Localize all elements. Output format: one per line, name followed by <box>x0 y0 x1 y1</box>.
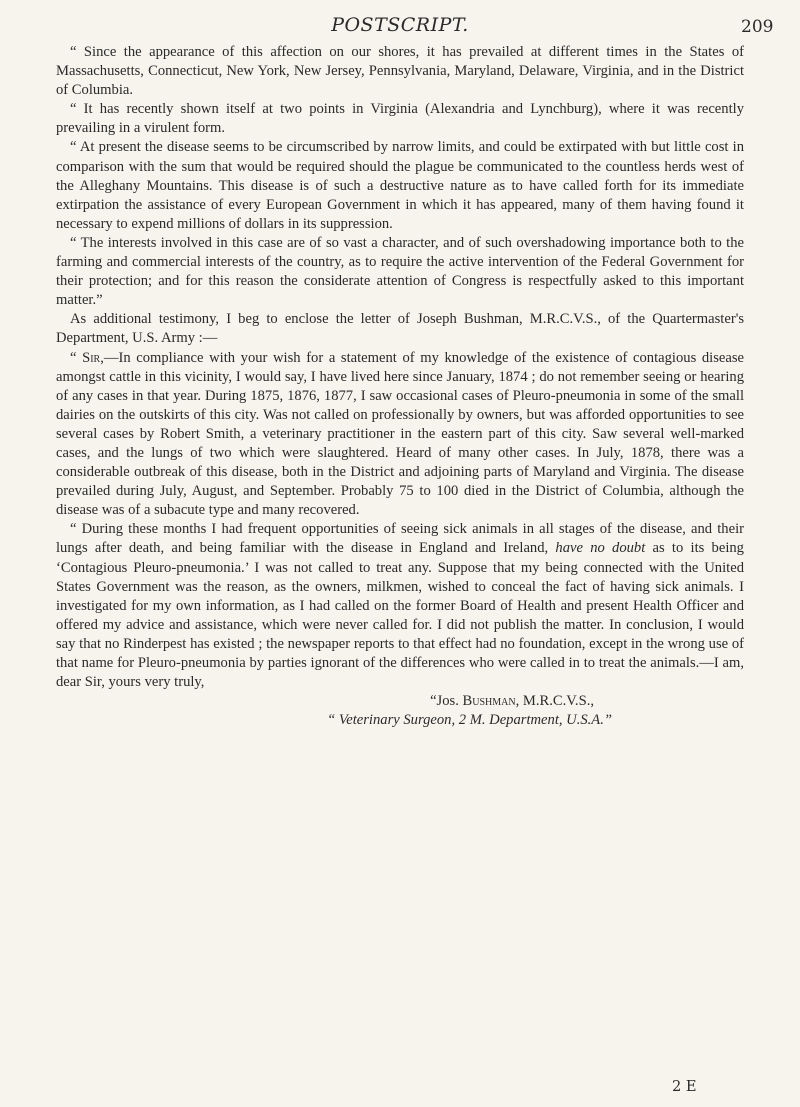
signature-title: “ Veterinary Surgeon, 2 M. Department, U.S.A.” <box>327 712 612 729</box>
sheet-signature-mark: 2 E <box>672 1078 697 1095</box>
letter-paragraph <box>56 349 744 521</box>
letter-signature <box>56 692 744 711</box>
letter-opening-text: —In compliance with your wish for a statement of my knowledge of the existence of contagious disease amongst cattle in this vicinity, I would say, I have lived here since January, 1874 ; do not remember seeing or hearing of any cases in that year. During 1875, 1876, 1877, I saw occasional cases of Pleuro-pneumonia in some of the small dairies on the outskirts of this city. Was not called on professionally by owners, but was afforded opportunities to see several cases by Robert Smith, a veterinary practitioner in the eastern part of this city. Saw several well-marked cases, and the lungs of two which were slaughtered. Heard of many other cases. In July, 1878, there was a considerable outbreak of this disease, both in the District and adjoining parts of Maryland and Virginia. The disease prevailed during July, August, and September. Probably 75 to 100 died in the District of Columbia, although the disease was of a subacute type and many recovered. <box>56 349 744 519</box>
paragraph: “ It has recently shown itself at two points in Virginia (Alexandria and Lynchburg), where it was recently prevailing in a virulent form. <box>56 101 744 137</box>
body-text <box>56 43 744 730</box>
paragraph: As additional testimony, I beg to enclose the letter of Joseph Bushman, M.R.C.V.S., of the Quartermaster's Department, U.S. Army :— <box>56 311 744 347</box>
paragraph: “ Since the appearance of this affection on our shores, it has prevailed at different times in the States of Massachusetts, Connecticut, New York, New Jersey, Pennsylvania, Maryland, Delaware, Virginia, and in the District of Columbia. <box>56 44 744 99</box>
letter-text: as to its being ‘Contagious Pleuro-pneumonia.’ I was not called to treat any. Suppose that my being connected with the United States Government was the reason, as the owners, milkmen, wished to conceal the fact of having sick animals. I investigated for my own information, as I had called on the former Board of Health and present Health Officer and offered my advice and assistance, which were never called for. I did not publish the matter. In conclusion, I would say that no Rinderpest has existed ; the newspaper reports to that effect had no foundation, except in the wrong use of that name for Pleuro-pneumonia by parties ignorant of the differences who were called in to treat the animals.—I am, dear Sir, yours very truly, <box>56 540 744 691</box>
signature-prefix: “Jos. <box>430 693 463 710</box>
page-number: 209 <box>741 17 774 37</box>
letter-text: “ During these months I had frequent opportunities of seeing sick animals in all stages of the disease, and their lungs after death, and being familiar with the disease in England and Ireland, <box>56 521 744 557</box>
running-title: POSTSCRIPT. <box>331 14 469 36</box>
paragraph: “ At present the disease seems to be circumscribed by narrow limits, and could be extirpated with but little cost in comparison with the sum that would be required should the plague be communicated to the countless herds west of the Alleghany Mountains. This disease is of such a destructive nature as to have called forth for its immediate extirpation the assistance of every European Government in which it has appeared, many of them having found it necessary to expend millions of dollars in its suppression. <box>56 139 744 232</box>
letter-emphasis: have no doubt <box>555 540 646 557</box>
letter-paragraph <box>56 520 744 692</box>
signature-name: Bushman <box>462 693 516 710</box>
paragraph: “ The interests involved in this case are of so vast a character, and of such overshadowing importance both to the farming and commercial interests of the country, as to require the active intervention of the Federal Government for their protection; and for this reason the considerate attention of Congress is respectfully asked to this important matter.” <box>56 234 744 309</box>
signature-suffix: , M.R.C.V.S., <box>515 693 594 710</box>
letter-salutation: “ Sir, <box>70 349 104 366</box>
